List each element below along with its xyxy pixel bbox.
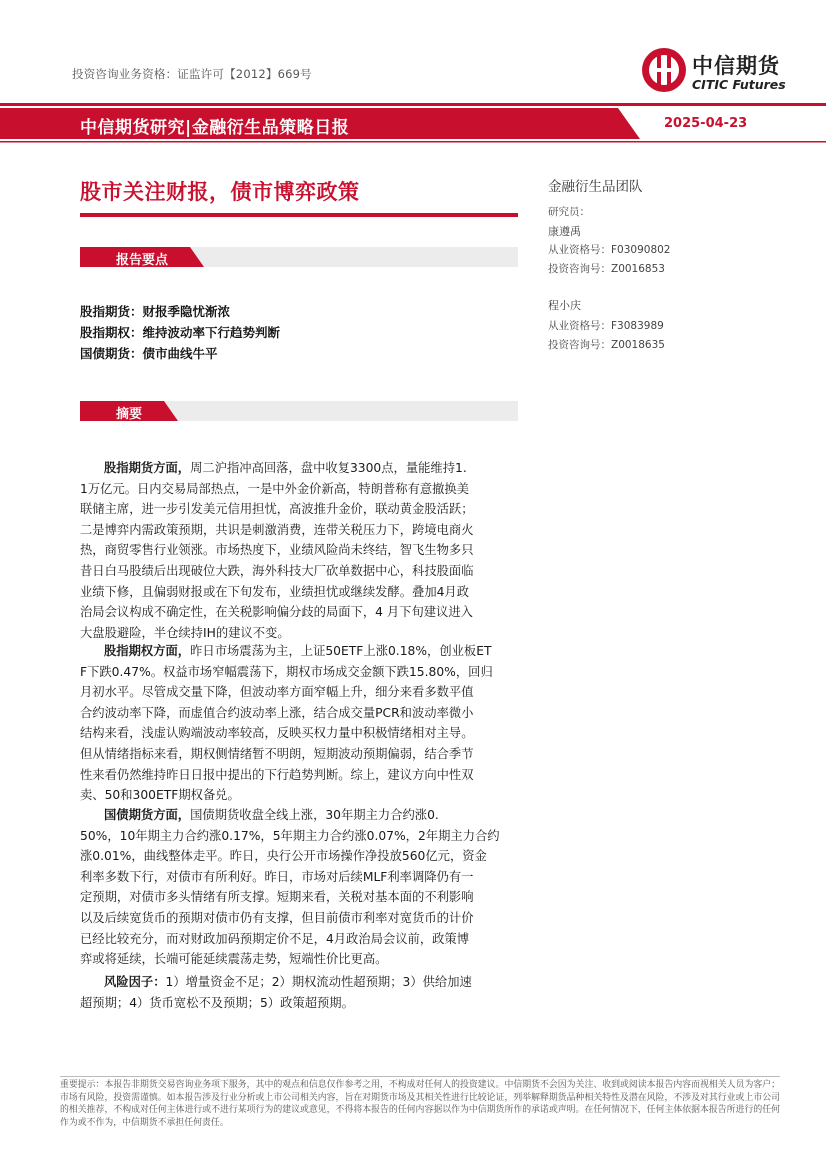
team-name: 金融衍生品团队 [548, 179, 643, 195]
key-points-list [80, 301, 280, 364]
key-point-item: 股指期货：财报季隐忧渐浓 [80, 304, 231, 319]
analyst-name: 康遵禹 [548, 225, 581, 238]
page-title: 股市关注财报，债市博弈政策 [80, 180, 360, 204]
report-date: 2025-04-23 [664, 116, 748, 131]
summary-heading [80, 401, 518, 421]
key-points-title: 报告要点 [116, 253, 169, 268]
logo-english-name: CITIC Futures [692, 77, 786, 92]
paragraph-lead: 股指期货方面， [104, 461, 191, 475]
paragraph-lead: 国债期货方面， [104, 808, 191, 822]
key-points-heading [80, 247, 518, 267]
citic-futures-logo [640, 46, 810, 96]
analyst-consult-number: 投资咨询号：Z0016853 [548, 263, 665, 275]
analyst-qualification: 从业资格号：F3083989 [548, 320, 664, 332]
analyst-name: 程小庆 [548, 299, 581, 312]
analyst-consult-number: 投资咨询号：Z0018635 [548, 339, 665, 351]
license-text: 投资咨询业务资格：证监许可【2012】669号 [72, 67, 312, 81]
paragraph-lead: 风险因子： [104, 975, 166, 989]
disclaimer-text: 重要提示：本报告非期货交易咨询业务项下服务，其中的观点和信息仅作参考之用，不构成对任何人的投资建议。中信期货不会因为关注、收到或阅读本报告内容而视相关人员为客户；市场有风险，投资需谨慎。如本报告涉及行业分析或上市公司相关内容，旨在对期货市场及其相关性进行比较论证，列举解释期货品种相关特性及潜在风险，不涉及对其行业或上市公司的相关推荐，不构成对任何主体进行或不进行某项行为的建议或意见，不得将本报告的任何内容据以作为中信期货所作的承诺或声明。在任何情况下，任何主体依据本报告所进行的任何作为或不作为，中信期货不承担任何责任。 [60, 1080, 780, 1128]
paragraph-stock-index-options: 股指期权方面，昨日市场震荡为主，上证50ETF上涨0.18%，创业板ET F下跌0.47%。权益市场窄幅震荡下，期权市场成交金额下跌15.80%，回归 月初水平。尽管成交量下降，但波动率方面窄幅上升，细分来看多数平值 合约波动率下降，而虚值合约波动率上涨，结合成交量PCR和波动率微小 结构来看，浅虚认购端波动率较高，反映买权力量中积极情绪相对主导。 但从情绪指标来看，期权侧情绪暂不明朗，短期波动预期偏弱，结合季节 性来看仍然维持昨日日报中提出的下行趋势判断。综上，建议方向中性双 卖、50和300ETF期权备兑。 [80, 644, 493, 803]
report-banner [0, 103, 826, 145]
paragraph-risk-factors: 风险因子：1）增量资金不足；2）期权流动性超预期；3）供给加速 超预期；4）货币宽松不及预期；5）政策超预期。 [80, 975, 472, 1010]
title-underline [80, 213, 518, 217]
summary-title: 摘要 [116, 407, 143, 422]
series-title: 中信期货研究|金融衍生品策略日报 [80, 118, 350, 138]
paragraph-treasury-futures: 国债期货方面，国债期货收盘全线上涨，30年期主力合约涨0. 50%，10年期主力合约涨0.17%，5年期主力合约涨0.07%，2年期主力合约 涨0.01%，曲线整体走平。昨日，央行公开市场操作净投放560亿元，资金 利率多数下行，对债市有所利好。昨日，市场对后续MLF利率调降仍有一 定预期，对债市多头情绪有所支撑。短期来看，关税对基本面的不利影响 以及后续宽货币的预期对债市仍有支撑，但目前债市利率对宽货币的计价 已经比较充分，而对财政加码预期定价不足，4月政治局会议前，政策博 弈或将延续，长端可能延续震荡走势，短端性价比更高。 [80, 808, 500, 967]
heading-tag-shape [80, 401, 210, 421]
citic-emblem-icon [640, 46, 688, 94]
paragraph-lead: 股指期权方面， [104, 644, 191, 658]
researcher-label: 研究员： [548, 206, 590, 218]
paragraph-stock-index-futures: 股指期货方面，周二沪指冲高回落，盘中收复3300点，量能维持1. 1万亿元。日内交易局部热点，一是中外金价新高，特朗普称有意撤换美 联储主席，进一步引发美元信用担忧，高波推升金价，联动黄金股活跃； 二是博弈内需政策预期，共识是刺激消费，连带关税压力下，跨境电商火 热，商贸零售行业领涨。市场热度下，业绩风险尚未终结，智飞生物多只 昔日白马股绩后出现破位大跌，海外科技大厂砍单数据中心，科技股面临 业绩下修，且偏弱财报或在下旬发布，业绩担忧或继续发酵。叠加4月政 治局会议构成不确定性，在关税影响偏分歧的局面下，4 月下旬建议进入 大盘股避险，半仓续持IH的建议不变。 [80, 461, 474, 640]
logo-chinese-name: 中信期货 [692, 54, 780, 78]
analyst-qualification: 从业资格号：F03090802 [548, 244, 671, 256]
key-point-item: 国债期货：债市曲线牛平 [80, 346, 218, 361]
key-point-item: 股指期权：维持波动率下行趋势判断 [80, 325, 281, 340]
footer-divider [60, 1076, 780, 1077]
